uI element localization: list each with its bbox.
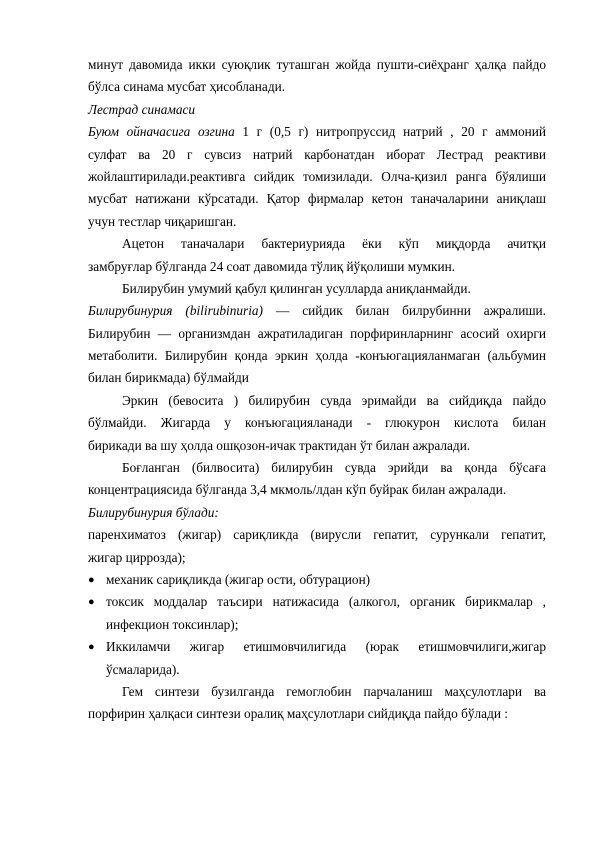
text-line: Лестрад синамаси [88,101,196,117]
bullet-icon: ● [88,596,95,609]
text-line [88,659,546,681]
italic-term: Билирубинурия (bilirubinuria) [88,303,263,319]
text-line: Боғланган (билвосита) билирубин сувда эрийди ва қонда бўсаға [122,460,546,476]
text-line: учун тестлар чиқаришган. [88,213,237,229]
list-item-text: токсик моддалар таъсири натижасида (алкогол, органик бирикмалар , [106,594,546,610]
text-line [88,569,546,591]
text-line [88,614,546,636]
text-line: паренхиматоз (жигар) сариқликда (вирусли гепатит, сурункали гепатит, [88,527,546,543]
list-item-text: ўсмаларида). [106,661,180,677]
text-line [88,591,546,613]
bullet-icon: ● [88,641,95,654]
text-line: Эркин (бевосита ) билирубин сувда эримайди ва сийдиқда пайдо [122,392,546,408]
line-text: 1 г (0,5 г) нитропруссид натрий , 20 г аммоний [234,124,547,140]
text-line: мусбат натижани кўрсатади. Қатор фирмалар кетон таначаларини аниқлаш [88,191,546,207]
text-line: билан бирикмада) бўлмайди [88,370,249,386]
italic-term: Буюм ойначасига озгина [88,124,235,140]
text-line: Билирубинурия бўлади: [88,504,219,520]
list-item-text: механик сариқликда (жигар ости, обтурацион) [106,571,371,587]
text-line: Ацетон таначалари бактериурияда ёки кўп миқдорда ачитқи [122,236,546,252]
text-line: бирикади ва шу ҳолда ошқозон-ичак трактидан ўт билан ажралади. [88,437,471,453]
text-line: порфирин ҳалқаси синтези оралиқ маҳсулотлари сийдиқда пайдо бўлади : [88,706,508,722]
text-line [88,300,546,322]
text-line: Билирубин умумий қабул қилинган усулларда аниқланмайди. [122,280,471,296]
text-line: концентрациясида бўлганда 3,4 мкмоль/лдан кўп буйрак билан ажралади. [88,482,507,498]
text-line: Гем синтези бузилганда гемоглобин парчаланиш маҳсулотлари ва [122,683,546,699]
text-line [88,121,546,143]
text-line: бўлмайди. Жигарда у конъюгацияланади - глюкурон кислота билан [88,415,546,431]
text-line: бўлса синама мусбат ҳисобланади. [88,79,286,95]
text-line: жигар циррозда); [88,549,186,565]
text-line: жойлаштирилади.реактивга сийдик томизилади. Олча-қизил ранга бўялиши [88,168,546,184]
text-line: замбруғлар бўлганда 24 соат давомида тўлиқ йўқолиши мумкин. [88,258,456,274]
text-line [88,636,546,658]
document-body [88,54,546,726]
text-line: Билирубин — организмдан ажратиладиган порфиринларнинг асосий охирги [88,325,546,341]
text-line: сулфат ва 20 г сувсиз натрий карбонатдан иборат Лестрад реактиви [88,146,546,162]
list-item-text: инфекцион токсинлар); [106,616,239,632]
bullet-icon: ● [88,573,95,586]
text-line: метаболити. Билирубин қонда эркин ҳолда -конъюгацияланмаган (альбумин [88,348,546,364]
list-item-text: Иккиламчи жигар етишмовчилигида (юрак етишмовчилиги,жигар [106,639,546,655]
text-line: минут давомида икки суюқлик туташган жойда пушти-сиёҳранг ҳалқа пайдо [88,57,546,72]
line-text: — сийдик билан билрубинни ажралиши. [262,303,546,319]
